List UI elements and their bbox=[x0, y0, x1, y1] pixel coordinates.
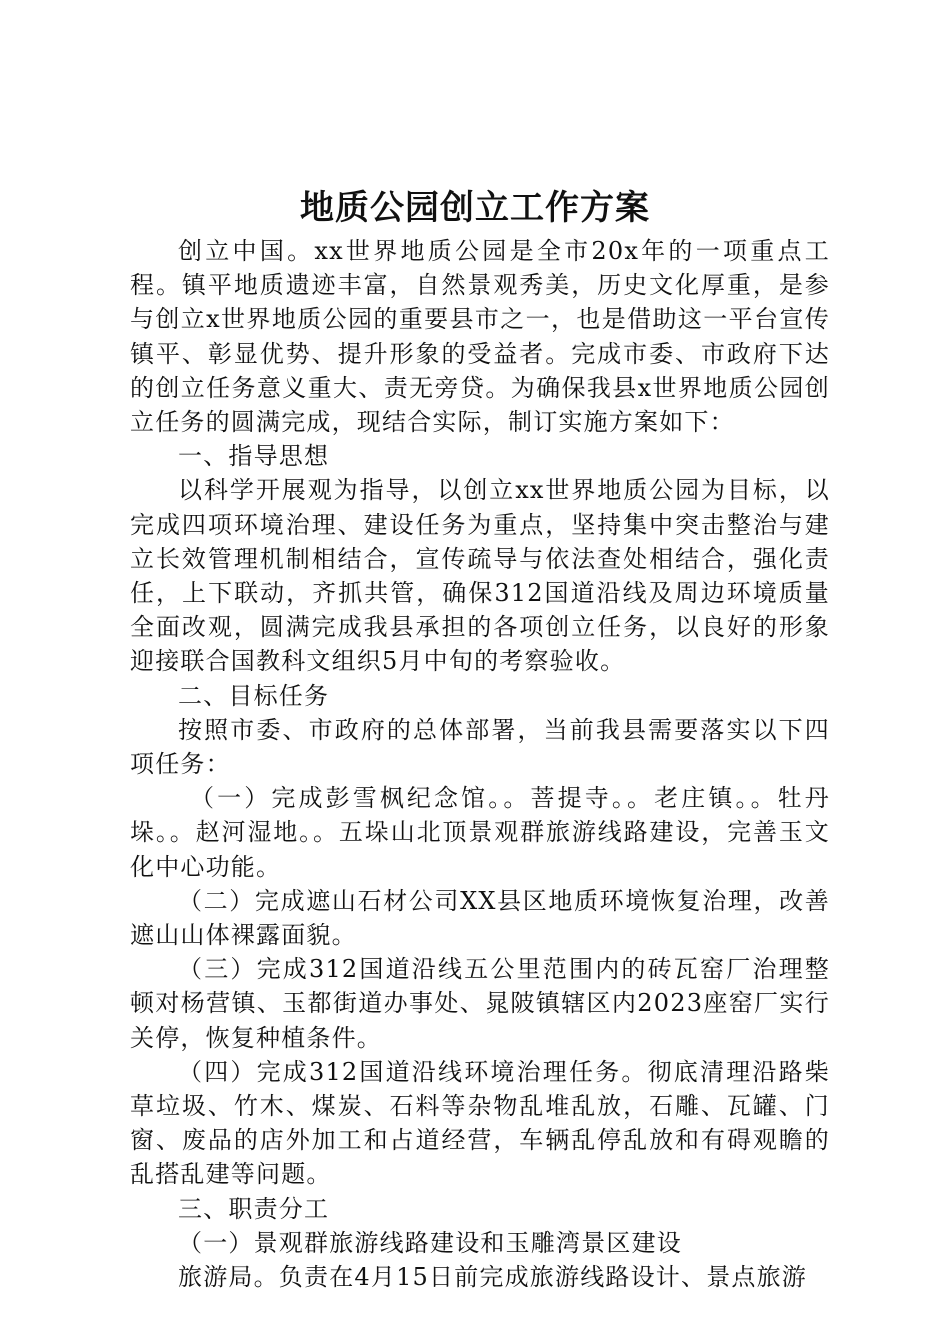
goal-item-3: （三）完成312国道沿线五公里范围内的砖瓦窑厂治理整顿对杨营镇、玉都街道办事处、晁陂镇辖区内2023座窑厂实行关停，恢复种植条件。 bbox=[130, 955, 830, 1052]
section-heading-goals: 二、目标任务 bbox=[178, 681, 330, 710]
section-heading-responsibilities: 三、职责分工 bbox=[178, 1194, 330, 1223]
section-heading-guiding-ideology: 一、指导思想 bbox=[178, 442, 330, 471]
goal-item-1: （一）完成彭雪枫纪念馆。。菩提寺。。老庄镇。。牡丹垛。。赵河湿地。。五垛山北顶景观群旅游线路建设，完善玉文化中心功能。 bbox=[130, 784, 830, 881]
goal-item-2: （二）完成遮山石材公司XX县区地质环境恢复治理，改善遮山山体裸露面貌。 bbox=[130, 886, 830, 950]
intro-paragraph: 创立中国。xx世界地质公园是全市20x年的一项重点工程。镇平地质遗迹丰富，自然景观秀美，历史文化厚重，是参与创立x世界地质公园的重要县市之一，也是借助这一平台宣传镇平、彰显优势、提升形象的受益者。完成市委、市政府下达的创立任务意义重大、责无旁贷。为确保我县x世界地质公园创立任务的圆满完成，现结合实际，制订实施方案如下： bbox=[130, 237, 830, 437]
responsibility-subheading-1: （一）景观群旅游线路建设和玉雕湾景区建设 bbox=[178, 1228, 682, 1257]
goals-intro-paragraph: 按照市委、市政府的总体部署，当前我县需要落实以下四项任务： bbox=[130, 715, 830, 779]
responsibility-paragraph-tourism: 旅游局。负责在4月15日前完成旅游线路设计、景点旅游 bbox=[178, 1263, 808, 1292]
goal-item-4: （四）完成312国道沿线环境治理任务。彻底清理沿路柴草垃圾、竹木、煤炭、石料等杂物乱堆乱放，石雕、瓦罐、门窗、废品的店外加工和占道经营，车辆乱停乱放和有碍观瞻的乱搭乱建等问题。 bbox=[130, 1057, 830, 1189]
document-title: 地质公园创立工作方案 bbox=[300, 188, 650, 228]
document-body bbox=[130, 234, 830, 1294]
guiding-ideology-paragraph: 以科学开展观为指导，以创立xx世界地质公园为目标，以完成四项环境治理、建设任务为重点，坚持集中突击整治与建立长效管理机制相结合，宣传疏导与依法查处相结合，强化责任，上下联动，齐抓共管，确保312国道沿线及周边环境质量全面改观，圆满完成我县承担的各项创立任务，以良好的形象迎接联合国教科文组织5月中旬的考察验收。 bbox=[130, 476, 830, 676]
